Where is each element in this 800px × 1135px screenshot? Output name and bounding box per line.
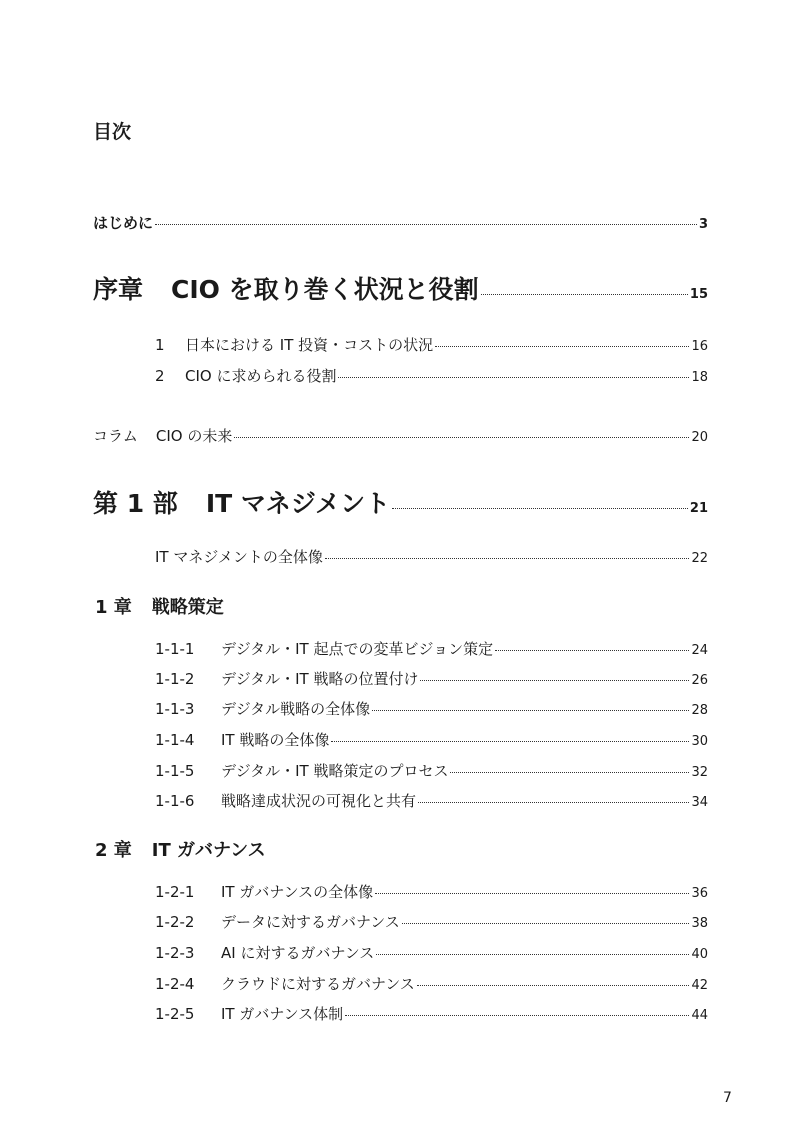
- toc-entry[interactable]: [155, 760, 708, 781]
- page-number: 16: [691, 339, 708, 354]
- toc-entry[interactable]: [155, 790, 708, 811]
- entry-title: 戦略達成状況の可視化と共有: [221, 792, 417, 810]
- column-label: コラム: [93, 427, 138, 445]
- entry-number: 1-2-1: [155, 883, 195, 901]
- prologue-title: CIO を取り巻く状況と役割: [171, 275, 479, 304]
- dot-leader: [376, 954, 689, 955]
- entry-number: 1-1-6: [155, 792, 195, 810]
- page-number: 22: [691, 551, 708, 566]
- entry-number: 1-1-3: [155, 700, 195, 718]
- page-number: 21: [689, 501, 708, 516]
- entry-title: IT ガバナンスの全体像: [221, 883, 374, 901]
- chapter-title: 戦略策定: [151, 597, 224, 618]
- entry-title: IT マネジメントの全体像: [155, 548, 323, 566]
- page-number: 30: [691, 734, 708, 749]
- dot-leader: [392, 508, 688, 509]
- entry-number: 1-2-2: [155, 913, 195, 931]
- page-number: 3: [698, 217, 708, 232]
- page-number: 34: [691, 795, 708, 810]
- page-number: 18: [691, 370, 708, 385]
- entry-title: IT ガバナンス体制: [221, 1005, 344, 1023]
- dot-leader: [331, 741, 689, 742]
- dot-leader: [495, 650, 689, 651]
- page-number: 32: [691, 765, 708, 780]
- chapter-number: 1 章: [95, 597, 132, 618]
- page-number: 24: [691, 643, 708, 658]
- toc-entry-overview[interactable]: [155, 546, 708, 567]
- toc-entry-prologue[interactable]: [93, 270, 708, 306]
- toc-entry[interactable]: [155, 973, 708, 994]
- entry-title: CIO の未来: [155, 427, 233, 445]
- entry-title: デジタル戦略の全体像: [221, 700, 371, 718]
- dot-leader: [375, 893, 689, 894]
- entry-title: はじめに: [93, 214, 154, 232]
- chapter-2-heading[interactable]: [95, 836, 266, 862]
- dot-leader: [481, 294, 688, 295]
- dot-leader: [338, 377, 689, 378]
- toc-entry[interactable]: [155, 942, 708, 963]
- chapter-title: IT ガバナンス: [151, 840, 266, 861]
- toc-heading: 目次: [93, 121, 132, 143]
- dot-leader: [418, 802, 689, 803]
- entry-title: AI に対するガバナンス: [221, 944, 375, 962]
- dot-leader: [234, 437, 689, 438]
- page-number: 40: [691, 947, 708, 962]
- entry-title: データに対するガバナンス: [221, 913, 400, 931]
- entry-number: 1: [155, 336, 165, 354]
- dot-leader: [325, 558, 690, 559]
- page-number: 44: [691, 1008, 708, 1023]
- toc-entry[interactable]: [155, 1003, 708, 1024]
- toc-entry[interactable]: [155, 668, 708, 689]
- entry-title: CIO に求められる役割: [185, 367, 337, 385]
- dot-leader: [345, 1015, 689, 1016]
- page-number: 28: [691, 703, 708, 718]
- toc-entry[interactable]: [155, 698, 708, 719]
- chapter-1-heading[interactable]: [95, 593, 224, 619]
- entry-title: 日本における IT 投資・コストの状況: [185, 336, 434, 354]
- dot-leader: [372, 710, 689, 711]
- dot-leader: [155, 224, 697, 225]
- toc-entry[interactable]: [155, 911, 708, 932]
- page-number: 38: [691, 916, 708, 931]
- dot-leader: [420, 680, 689, 681]
- entry-number: 1-2-4: [155, 975, 195, 993]
- part-title: IT マネジメント: [205, 489, 391, 518]
- entry-number: 1-1-4: [155, 731, 195, 749]
- entry-title: デジタル・IT 戦略の位置付け: [221, 670, 419, 688]
- page-number: 20: [691, 430, 708, 445]
- entry-number: 1-1-5: [155, 762, 195, 780]
- page-number: 42: [691, 978, 708, 993]
- toc-entry[interactable]: [155, 334, 708, 355]
- toc-entry[interactable]: [155, 638, 708, 659]
- toc-entry-column[interactable]: [93, 425, 708, 446]
- entry-number: 2: [155, 367, 165, 385]
- toc-entry[interactable]: [155, 881, 708, 902]
- toc-entry[interactable]: [155, 365, 708, 386]
- entry-title: クラウドに対するガバナンス: [221, 975, 415, 993]
- dot-leader: [402, 923, 690, 924]
- part-number: 第 1 部: [93, 489, 178, 518]
- toc-entry-intro[interactable]: [93, 212, 708, 233]
- folio-page-number: 7: [723, 1090, 732, 1106]
- entry-title: デジタル・IT 起点での変革ビジョン策定: [221, 640, 494, 658]
- page-number: 26: [691, 673, 708, 688]
- dot-leader: [417, 985, 690, 986]
- page-number: 15: [689, 287, 708, 302]
- entry-title: IT 戦略の全体像: [221, 731, 330, 749]
- dot-leader: [435, 346, 689, 347]
- toc-entry[interactable]: [155, 729, 708, 750]
- entry-number: 1-2-5: [155, 1005, 195, 1023]
- prologue-number: 序章: [93, 275, 144, 304]
- entry-title: デジタル・IT 戦略策定のプロセス: [221, 762, 449, 780]
- page-number: 36: [691, 886, 708, 901]
- entry-number: 1-1-1: [155, 640, 195, 658]
- entry-number: 1-2-3: [155, 944, 195, 962]
- dot-leader: [450, 772, 689, 773]
- chapter-number: 2 章: [95, 840, 132, 861]
- toc-entry-part1[interactable]: [93, 484, 708, 520]
- entry-number: 1-1-2: [155, 670, 195, 688]
